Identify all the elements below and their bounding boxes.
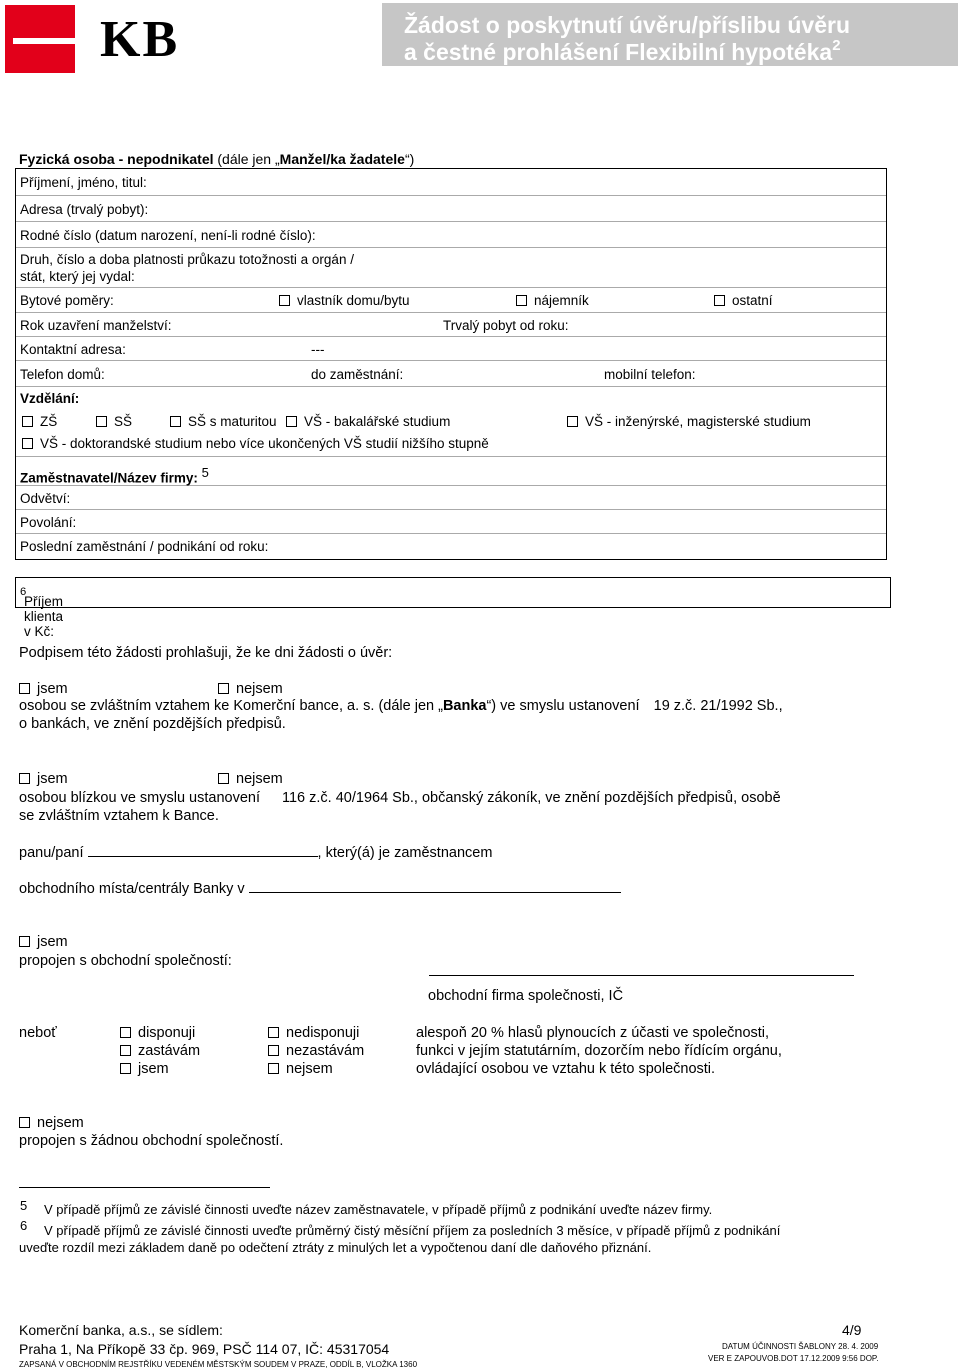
employee-name-field[interactable] [88, 844, 318, 857]
document-title [382, 3, 958, 66]
nezastavam-checkbox[interactable]: nezastávám [268, 1043, 364, 1059]
footer-company: Komerční banka, a.s., se sídlem: [19, 1322, 223, 1338]
checkbox-icon [516, 295, 527, 306]
edu-ssm-checkbox[interactable]: SŠ s maturitou [170, 414, 277, 429]
employee-line: panu/paní , který(á) je zaměstnancem [19, 845, 493, 861]
reason-2: funkci v jejím statutárním, dozorčím nebo řídícím orgánu, [416, 1043, 782, 1059]
decl2-jsem-checkbox[interactable]: jsem [19, 771, 68, 787]
disponuji-checkbox[interactable]: disponuji [120, 1025, 195, 1041]
linked-text: propojen s obchodní společností: [19, 953, 232, 969]
nedisponuji-checkbox[interactable]: nedisponuji [268, 1025, 359, 1041]
field-income[interactable]: Příjem klienta v Kč: $^6$ [15, 577, 891, 608]
template-valid-from: DATUM ÚČINNOSTI ŠABLONY 28. 4. 2009 [722, 1342, 879, 1351]
zastavam-checkbox[interactable]: zastávám [120, 1043, 200, 1059]
reason-3: ovládající osobou ve vztahu k této společnosti. [416, 1061, 716, 1077]
edu-zs-checkbox[interactable]: ZŠ [22, 414, 57, 429]
footnote-5-number: 5 [20, 1198, 28, 1213]
applicant-form [15, 168, 887, 560]
section-title: Fyzická osoba - nepodnikatel (dále jen „Manžel/ka žadatele“) [19, 151, 415, 167]
page-number: 4/9 [842, 1322, 862, 1338]
field-name[interactable]: Příjmení, jméno, titul: [16, 169, 886, 196]
edu-vsm-checkbox[interactable]: VŠ - inženýrské, magisterské studium [567, 414, 811, 429]
field-birth-number[interactable]: Rodné číslo (datum narození, není-li rodné číslo): [16, 222, 886, 248]
decl1-text-line2: o bankách, ve znění pozdějších předpisů. [19, 716, 286, 732]
field-marriage-year[interactable]: Rok uzavření manželství: Trvalý pobyt od roku: [16, 313, 886, 337]
housing-tenant-checkbox[interactable]: nájemník [516, 293, 589, 308]
edu-vsb-checkbox[interactable]: VŠ - bakalářské studium [286, 414, 450, 429]
nebot-label: neboť [19, 1025, 57, 1041]
decl2-text: osobou blízkou ve smyslu ustanovení 116 z.č. 40/1964 Sb., občanský zákoník, ve znění pozdějších předpisů, osobě [19, 790, 781, 806]
field-contact-address[interactable]: Kontaktní adresa: --- [16, 337, 886, 361]
field-profession[interactable]: Povolání: [16, 510, 886, 534]
edu-vsd-checkbox[interactable]: VŠ - doktorandské studium nebo více ukončených VŠ studií nižšího stupně [22, 436, 489, 451]
decl2-nejsem-checkbox[interactable]: nejsem [218, 771, 283, 787]
footnote-divider [19, 1187, 270, 1188]
decl1-text: osobou se zvláštním vztahem ke Komerční bance, a. s. (dále jen „Banka“) ve smyslu ustanovení 19 z.č. 21/1992 Sb., [19, 698, 783, 714]
footer-address: Praha 1, Na Příkopě 33 čp. 969, PSČ 114 07, IČ: 45317054 [19, 1341, 390, 1357]
nejsem-controlling-checkbox[interactable]: nejsem [268, 1061, 333, 1077]
reason-1: alespoň 20 % hlasů plynoucích z účasti ve společnosti, [416, 1025, 770, 1041]
edu-ss-checkbox[interactable]: SŠ [96, 414, 132, 429]
field-employer[interactable]: Zaměstnavatel/Název firmy: $^5$ [16, 457, 886, 486]
company-caption: obchodní firma společnosti, IČ [428, 988, 624, 1004]
field-sector[interactable]: Odvětví: [16, 486, 886, 510]
decl3-jsem-checkbox[interactable]: jsem [19, 934, 68, 950]
title-line-2: a čestné prohlášení Flexibilní hypotéka$^2$ [404, 37, 841, 65]
jsem-controlling-checkbox[interactable]: jsem [120, 1061, 169, 1077]
housing-other-checkbox[interactable]: ostatní [714, 293, 773, 308]
field-id-document[interactable]: Druh, číslo a doba platnosti průkazu totožnosti a orgán / stát, který jej vydal: [16, 248, 886, 288]
field-housing: Bytové poměry: vlastník domu/bytu nájemník ostatní [16, 288, 886, 313]
kb-logo-text: KB [100, 11, 180, 68]
footer-registry: ZAPSANÁ V OBCHODNÍM REJSTŘÍKU VEDENÉM MĚSTSKÝM SOUDEM V PRAZE, ODDÍL B, VLOŽKA 1360 [19, 1360, 418, 1369]
checkbox-icon [279, 295, 290, 306]
footnote-6-text: V případě příjmů ze závislé činnosti uveďte průměrný čistý měsíční příjem za posledních 3 měsíce, v případě příjmů z podnikání [44, 1223, 781, 1238]
field-education: Vzdělání: ZŠ SŠ SŠ s maturitou VŠ - bakalářské studium VŠ - inženýrské, magisterské studium VŠ - doktorandské studium nebo více ukončených VŠ studií nižšího stupně [16, 387, 886, 457]
footnote-6-number: 6 [20, 1218, 28, 1233]
footnote-5-text: V případě příjmů ze závislé činnosti uveďte název zaměstnavatele, v případě příjmů z podnikání uveďte název firmy. [44, 1202, 713, 1217]
decl1-nejsem-checkbox[interactable]: nejsem [218, 681, 283, 697]
field-phones[interactable]: Telefon domů: do zaměstnání: mobilní telefon: [16, 361, 886, 387]
decl1-jsem-checkbox[interactable]: jsem [19, 681, 68, 697]
declaration-intro: Podpisem této žádosti prohlašuji, že ke dni žádosti o úvěr: [19, 645, 393, 661]
housing-owner-checkbox[interactable]: vlastník domu/bytu [279, 293, 410, 308]
field-address[interactable]: Adresa (trvalý pobyt): [16, 196, 886, 222]
not-linked-text: propojen s žádnou obchodní společností. [19, 1133, 284, 1149]
decl4-nejsem-checkbox[interactable]: nejsem [19, 1115, 84, 1131]
checkbox-icon [714, 295, 725, 306]
title-line-1: Žádost o poskytnutí úvěru/příslibu úvěru [404, 12, 850, 38]
template-version: VER E ZAPOUVOB.DOT 17.12.2009 9:56 DOP. [708, 1354, 879, 1363]
kb-logo-mark [5, 5, 75, 73]
company-field[interactable] [429, 975, 854, 976]
branch-field[interactable] [249, 880, 621, 893]
footnote-6-text-line2: uveďte rozdíl mezi základem daně po odečtení ztráty z minulých let a vypočtenou daní dle daňového přiznání. [19, 1240, 652, 1255]
branch-line: obchodního místa/centrály Banky v [19, 880, 621, 897]
field-last-employment[interactable]: Poslední zaměstnání / podnikání od roku: [20, 539, 269, 554]
decl2-text-line2: se zvláštním vztahem k Bance. [19, 808, 219, 824]
